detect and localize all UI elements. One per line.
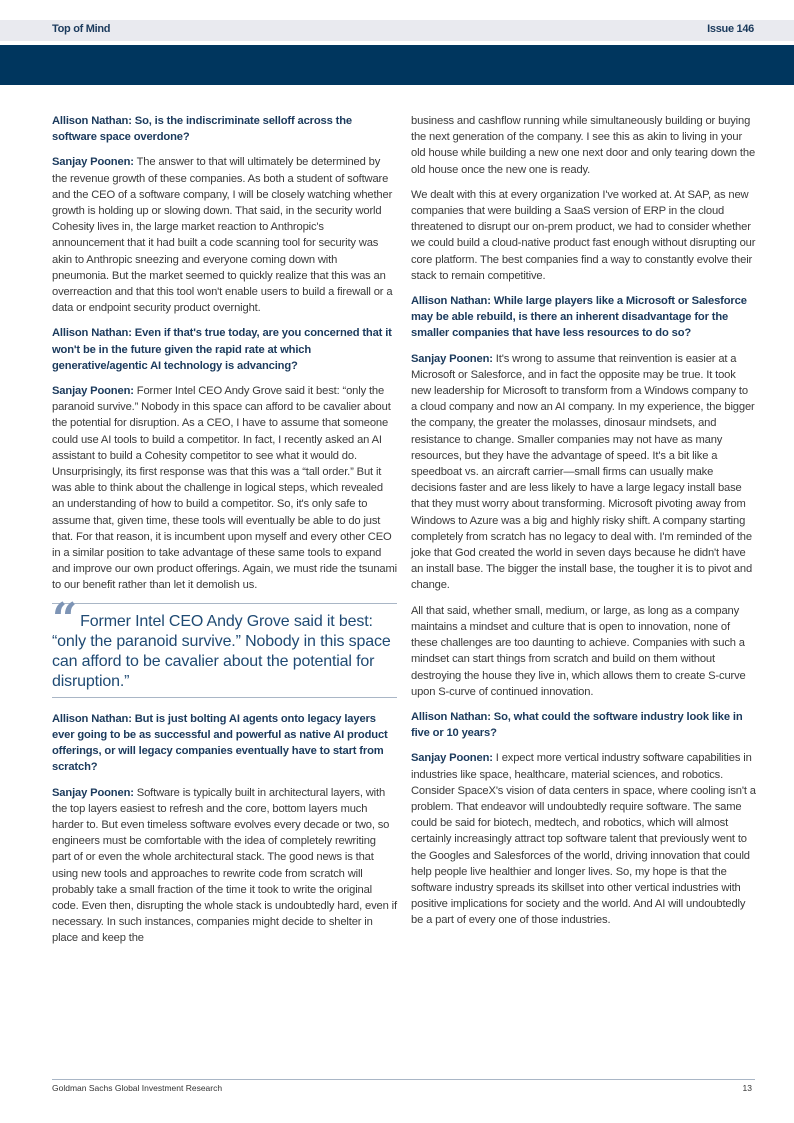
answer-text: It's wrong to assume that reinvention is easier at a Microsoft or Salesforce, and in fact the opposite may be true. It took new leadership for Microsoft to transform from a Windows company to a cloud company and now an AI company. In my experience, the bigger the company, the greater the molasses, dinosaur mindsets, and resistance to change. Smaller companies may not have as many resources, but they have the advantage of speed. It's a bit like a speedboat vs. an aircraft carrier—small firms can usually make decisions faster and are less likely to have a large legacy install base that they must worry about transforming. Microsoft pivoting away from Windows to Azure was a big and highly risky shift. A company starting completely from scratch has no legacy to deal with. I'm reminded of the joke that God created the world in seven days because he didn't have an install base. The bigger the install base, the tougher it is to pivot and change.	[411, 352, 755, 592]
issue-number: Issue 146	[707, 23, 754, 35]
pull-quote	[52, 593, 397, 698]
answer-continuation: business and cashflow running while simultaneously building or buying the next generation of the company. I see this as akin to living in your old house while building a new one next door and only tearing down the old house once the new one is ready.	[411, 115, 756, 176]
answer	[52, 785, 397, 947]
answer-text: I expect more vertical industry software capabilities in industries like space, healthcare, material sciences, and robotics. Consider SpaceX's vision of data centers in space, where cooling isn't a problem. That endeavor will undoubtedly require software. The same could be said for biotech, medtech, and robotics, which will almost certainly increasingly attract top software talent that previously went to the Googles and Salesforces of the world, driving innovation that could help people live healthier and longer lives. So, my hope is that the software industry spreads its skillset into other vertical industries with positive implications for society and the world. And AI will undoubtedly be a part of every one of those industries.	[411, 752, 756, 927]
page-number: 13	[742, 1083, 752, 1093]
running-header	[0, 20, 794, 41]
header-band	[0, 45, 794, 85]
publication-title: Top of Mind	[52, 23, 111, 35]
quote-mark-icon: “	[52, 593, 78, 645]
answer	[52, 154, 397, 316]
right-column	[411, 113, 756, 938]
question: Allison Nathan: Even if that's true today, are you concerned that it won't be in the future given the rapid rate at which generative/agentic AI technology is advancing?	[52, 327, 392, 372]
answer-text: Software is typically built in architectural layers, with the top layers easiest to refresh and the core, bottom layers much harder to. But even timeless software evolves every decade or two, so engineers must be comfortable with the idea of completely rewriting part of or even the whole architectural stack. The good news is that using new tools and approaches to rewrite code from scratch will probably take a small fraction of the time it took to write the original code. Even then, disrupting the whole stack is undoubtedly hard, even if necessary. In such instances, companies might decide to shelter in place and keep the	[52, 786, 397, 945]
answer	[52, 383, 397, 594]
left-column	[52, 113, 397, 956]
pull-quote-text: Former Intel CEO Andy Grove said it best: “only the paranoid survive.” Nobody in this space can afford to be cavalier about the potential for disruption.”	[52, 612, 391, 690]
paragraph: All that said, whether small, medium, or large, as long as a company maintains a mindset and culture that is open to innovation, none of these challenges are too daunting to achieve. Companies with such a mindset can start things from scratch and build on them without destroying the house they live in, which allows them to create S-curve upon S-curve of continued innovation.	[411, 604, 746, 698]
question: Allison Nathan: While large players like a Microsoft or Salesforce may be able rebuild, is there an inherent disadvantage for the smaller companies that have less resources to do so?	[411, 295, 747, 340]
answer	[411, 750, 756, 928]
question: Allison Nathan: So, what could the software industry look like in five or 10 years?	[411, 710, 743, 740]
footer-divider	[52, 1079, 755, 1080]
speaker-name: Sanjay Poonen:	[411, 352, 493, 365]
speaker-name: Sanjay Poonen:	[411, 752, 493, 765]
answer	[411, 351, 756, 594]
paragraph: We dealt with this at every organization I've worked at. At SAP, as new companies that were building a SaaS version of ERP in the cloud threatened to disrupt our on-prem product, we had to consider whether we could build a cloud-native product fast enough without disrupting our core platform. The best companies find a way to constantly evolve their stack to remain competitive.	[411, 188, 756, 282]
answer-text: The answer to that will ultimately be determined by the revenue growth of these companies. As both a student of software and the CEO of a software company, I will be closely watching whether growth is holding up or slowing down. That said, in the security world Cohesity lives in, the large market reaction to Anthropic's announcement that it had built a code scanning tool for security was akin to Anthropic sneezing and everyone coming down with pneumonia. But the market seemed to quickly realize that this was an overreaction and that this tool won't enable users to build a firewall or a data or endpoint security product overnight.	[52, 156, 393, 315]
speaker-name: Sanjay Poonen:	[52, 156, 134, 169]
answer-text: Former Intel CEO Andy Grove said it best: “only the paranoid survive.” Nobody in this space can afford to be cavalier about the potential for disruption. As a CEO, I have to assume that someone could use AI tools to build a competitor. In fact, I recently asked an AI assistant to build a Cohesity competitor to see what it would do. Unsurprisingly, its first response was that this was a “tall order.” But it was able to think about the challenge in logical steps, which revealed an understanding of how to build a competitor. So, it's only safe to assume that, given time, these tools will eventually be able to do just that. For that reason, it is incumbent upon myself and every other CEO in a similar position to take advantage of these same tools to expand and improve our own product offerings. Again, we must ride the tsunami to our benefit rather than let it demolish us.	[52, 385, 397, 592]
speaker-name: Sanjay Poonen:	[52, 385, 134, 398]
question: Allison Nathan: So, is the indiscriminate selloff across the software space overdone?	[52, 115, 352, 144]
question: Allison Nathan: But is just bolting AI agents onto legacy layers ever going to be as successful and powerful as native AI product offerings, or will legacy companies eventually have to start from scratch?	[52, 712, 388, 774]
footer-source: Goldman Sachs Global Investment Research	[52, 1083, 223, 1093]
speaker-name: Sanjay Poonen:	[52, 786, 134, 799]
